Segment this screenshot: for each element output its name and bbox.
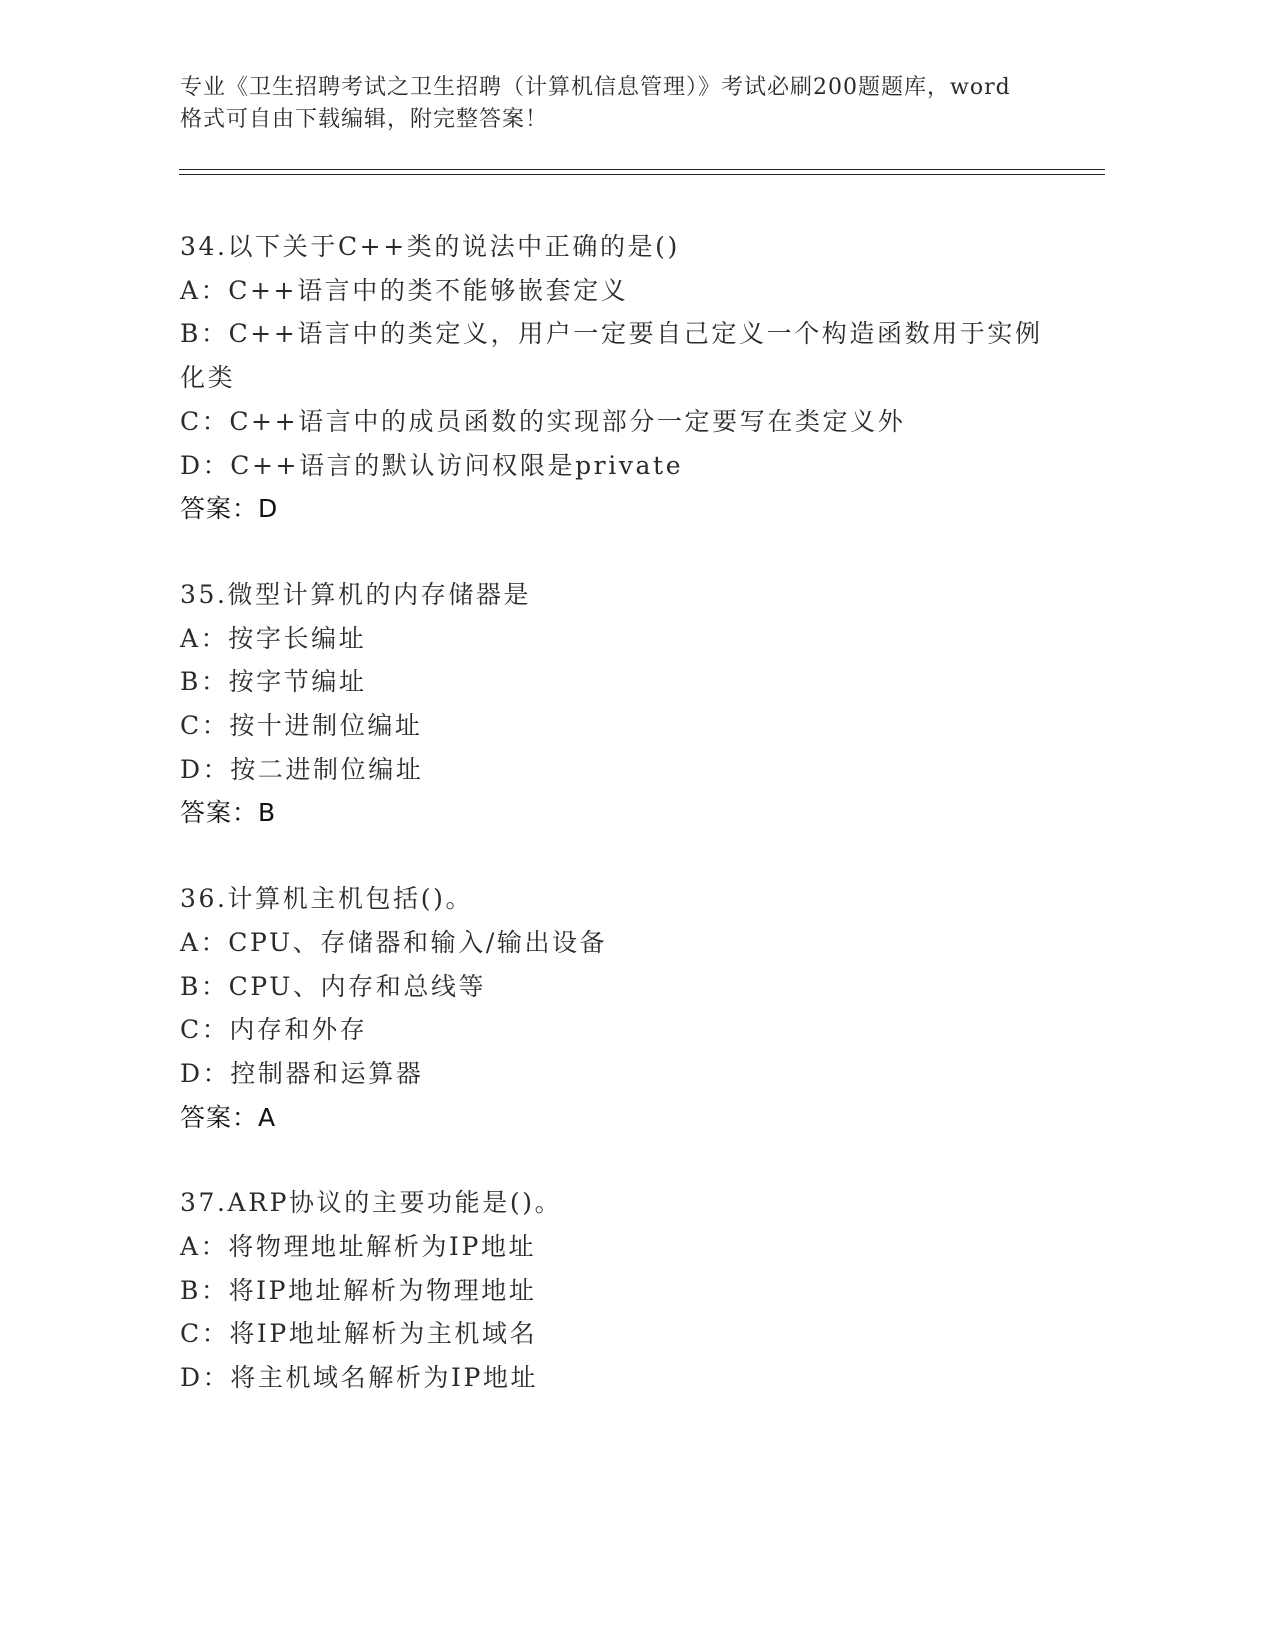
question-stem: 34.以下关于C++类的说法中正确的是()	[180, 232, 680, 261]
question-35	[180, 573, 1060, 835]
option-d: D：将主机域名解析为IP地址	[180, 1363, 539, 1393]
header-divider-top	[179, 169, 1105, 170]
header-line-2: 格式可自由下载编辑，附完整答案！	[180, 107, 549, 132]
question-34	[180, 225, 1060, 531]
question-37	[180, 1181, 1060, 1400]
option-c: C：将IP地址解析为主机域名	[180, 1319, 538, 1349]
option-b: B：CPU、内存和总线等	[180, 971, 487, 1001]
question-36	[180, 877, 1060, 1139]
option-b-continued: 化类	[180, 363, 236, 393]
option-b: B：按字节编址	[180, 667, 367, 697]
option-c: C：按十进制位编址	[180, 711, 423, 741]
option-c: C：C++语言中的成员函数的实现部分一定要写在类定义外	[180, 406, 906, 436]
option-b: B：将IP地址解析为物理地址	[180, 1275, 537, 1305]
option-d: D：控制器和运算器	[180, 1058, 424, 1088]
question-list	[180, 225, 1060, 1442]
question-stem: 37.ARP协议的主要功能是()。	[180, 1188, 563, 1218]
option-c: C：内存和外存	[180, 1015, 368, 1045]
header-line-1: 专业《卫生招聘考试之卫生招聘（计算机信息管理）》考试必刷200题题库，word	[180, 75, 1011, 100]
answer: 答案：A	[180, 1102, 277, 1132]
option-a: A：按字长编址	[180, 623, 367, 653]
option-d: D：C++语言的默认访问权限是private	[180, 450, 684, 480]
option-a: A：CPU、存储器和输入/输出设备	[180, 927, 608, 957]
option-d: D：按二进制位编址	[180, 754, 424, 784]
question-stem: 35.微型计算机的内存储器是	[180, 579, 532, 609]
option-a: A：C++语言中的类不能够嵌套定义	[180, 275, 629, 305]
question-stem: 36.计算机主机包括()。	[180, 884, 474, 914]
option-b: B：C++语言中的类定义，用户一定要自己定义一个构造函数用于实例	[180, 319, 1043, 349]
answer: 答案：B	[180, 798, 277, 828]
option-a: A：将物理地址解析为IP地址	[180, 1232, 537, 1262]
answer: 答案：D	[180, 494, 279, 524]
document-header	[180, 72, 1080, 136]
header-divider-bottom	[179, 174, 1105, 175]
